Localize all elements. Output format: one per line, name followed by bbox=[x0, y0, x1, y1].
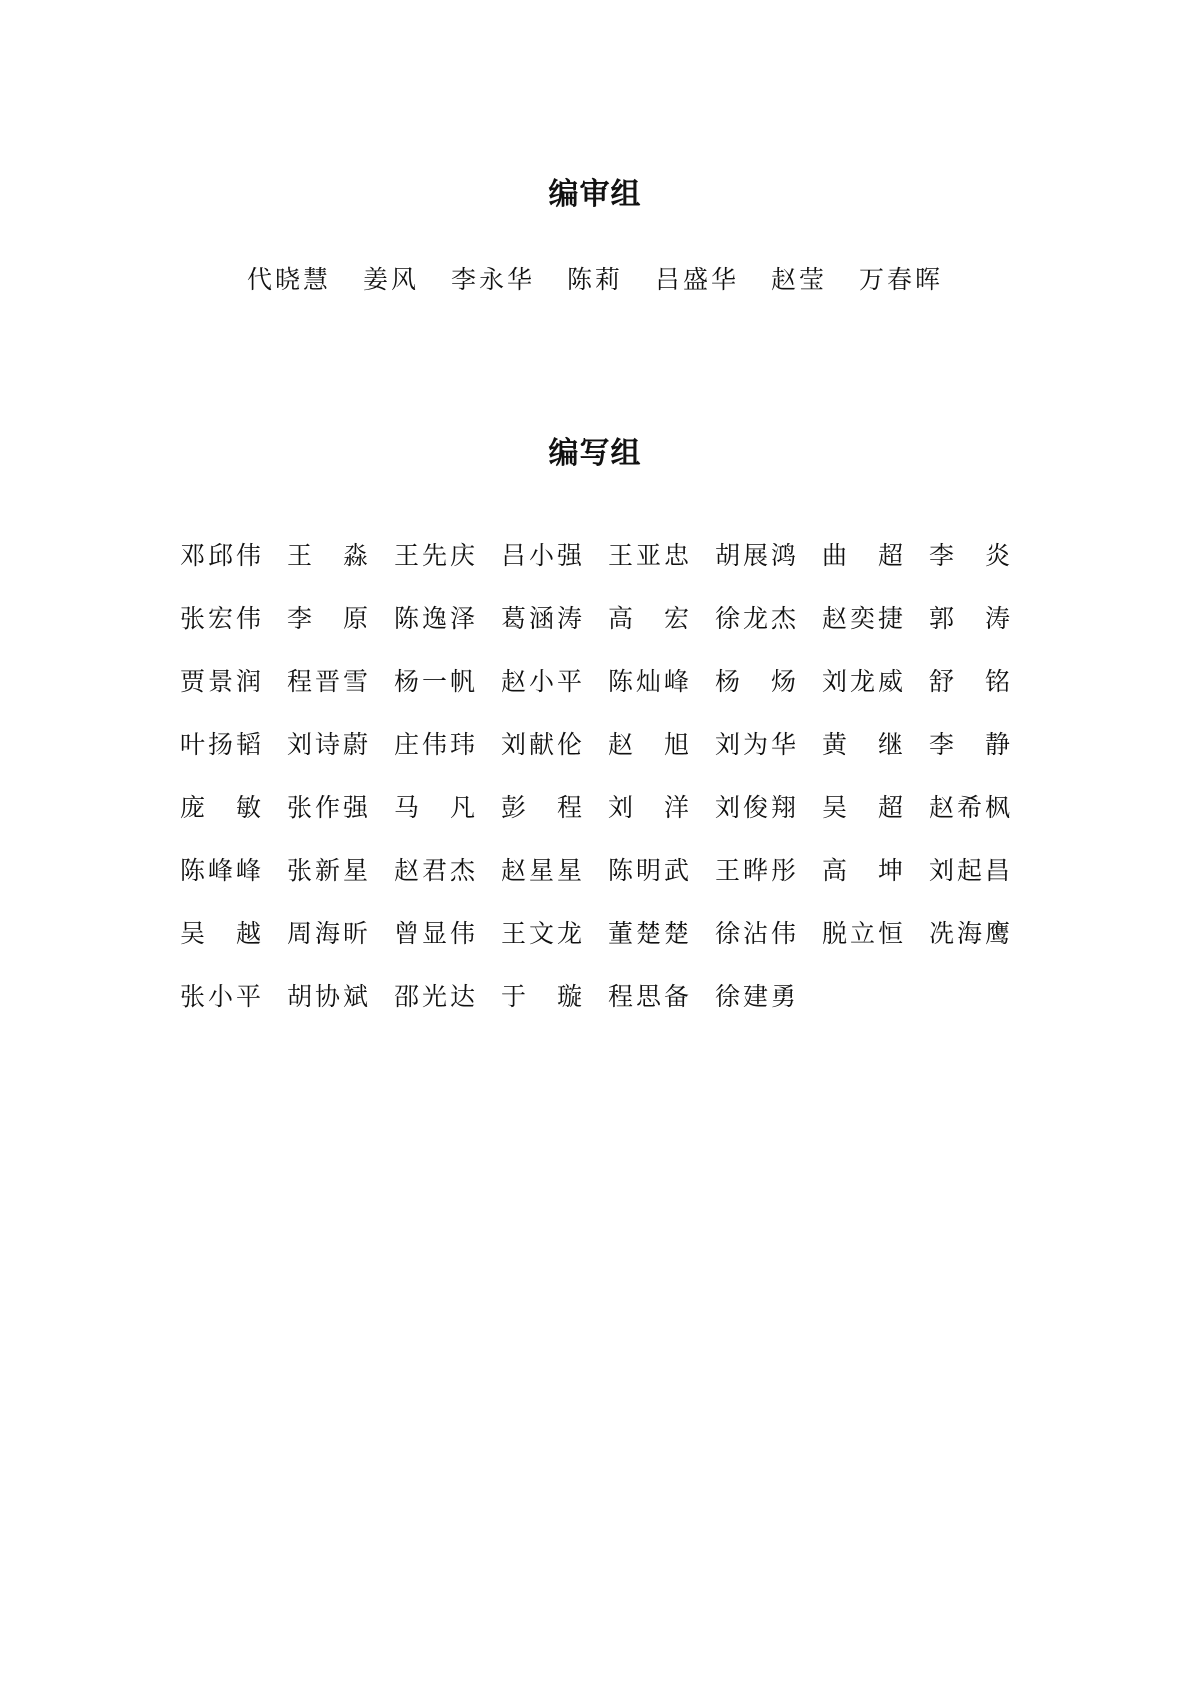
writer-member-name: 董 楚 楚 bbox=[608, 919, 689, 948]
writer-member-name: 邓 邱 伟 bbox=[180, 541, 261, 570]
writer-member-name: 脱 立 恒 bbox=[822, 919, 903, 948]
review-group-members bbox=[0, 262, 1190, 298]
writer-member-name: 胡 展 鸿 bbox=[715, 541, 796, 570]
writer-member-name: 赵 希 枫 bbox=[929, 793, 1010, 822]
writer-member-name: 曾 显 伟 bbox=[394, 919, 475, 948]
writer-member-name: 马 凡 bbox=[394, 793, 475, 822]
writer-member-name: 王 淼 bbox=[287, 541, 368, 570]
review-member-name: 吕盛华 bbox=[655, 265, 740, 294]
writer-member-name: 彭 程 bbox=[501, 793, 582, 822]
writer-member-name: 冼 海 鹰 bbox=[929, 919, 1010, 948]
writer-member-name: 李 静 bbox=[929, 730, 1010, 759]
writer-member-name: 张 宏 伟 bbox=[180, 604, 261, 633]
writer-member-name: 赵 小 平 bbox=[501, 667, 582, 696]
writer-member-name: 邵 光 达 bbox=[394, 982, 475, 1011]
review-member-name: 姜风 bbox=[362, 265, 419, 294]
review-group-title: 编审组 bbox=[548, 177, 642, 212]
writer-member-name: 曲 超 bbox=[822, 541, 903, 570]
writer-member-name: 程 思 备 bbox=[608, 982, 689, 1011]
writer-member-name: 高 坤 bbox=[822, 856, 903, 885]
writer-member-name: 叶 扬 韬 bbox=[180, 730, 261, 759]
writer-member-name: 刘 为 华 bbox=[715, 730, 796, 759]
writer-member-name: 刘 洋 bbox=[608, 793, 689, 822]
writer-member-name: 张 作 强 bbox=[287, 793, 368, 822]
writer-member-name: 赵 星 星 bbox=[501, 856, 582, 885]
review-member-name: 李永华 bbox=[450, 265, 535, 294]
writer-member-name: 庞 敏 bbox=[180, 793, 261, 822]
writer-member-name: 周 海 昕 bbox=[287, 919, 368, 948]
writing-group-title: 编写组 bbox=[548, 436, 642, 471]
writer-member-name: 吴 超 bbox=[822, 793, 903, 822]
writer-member-name: 张 新 星 bbox=[287, 856, 368, 885]
writer-member-name: 赵 君 杰 bbox=[394, 856, 475, 885]
writer-member-name: 王 亚 忠 bbox=[608, 541, 689, 570]
writer-member-name: 刘 诗 蔚 bbox=[287, 730, 368, 759]
writer-member-name: 程 晋 雪 bbox=[287, 667, 368, 696]
writer-member-name: 郭 涛 bbox=[929, 604, 1010, 633]
review-member-name: 陈莉 bbox=[566, 265, 623, 294]
writer-member-name: 刘 献 伦 bbox=[501, 730, 582, 759]
writer-member-name: 陈 灿 峰 bbox=[608, 667, 689, 696]
writer-member-name: 赵 旭 bbox=[608, 730, 689, 759]
writer-member-name: 刘 起 昌 bbox=[929, 856, 1010, 885]
writer-member-name: 葛 涵 涛 bbox=[501, 604, 582, 633]
writer-member-name: 刘 俊 翔 bbox=[715, 793, 796, 822]
writer-member-name: 吕 小 强 bbox=[501, 541, 582, 570]
review-member-name: 代晓慧 bbox=[246, 265, 331, 294]
writer-member-name: 陈 逸 泽 bbox=[394, 604, 475, 633]
writer-member-name: 徐 龙 杰 bbox=[715, 604, 796, 633]
writer-member-name: 贾 景 润 bbox=[180, 667, 261, 696]
review-member-name: 万春晖 bbox=[859, 265, 944, 294]
writer-member-name: 王 先 庆 bbox=[394, 541, 475, 570]
writer-member-name: 陈 峰 峰 bbox=[180, 856, 261, 885]
writing-group-members bbox=[180, 538, 1020, 1015]
writer-member-name: 胡 协 斌 bbox=[287, 982, 368, 1011]
writer-member-name: 杨 炀 bbox=[715, 667, 796, 696]
writer-member-name: 李 炎 bbox=[929, 541, 1010, 570]
writer-member-name: 黄 继 bbox=[822, 730, 903, 759]
writer-member-name: 舒 铭 bbox=[929, 667, 1010, 696]
writer-member-name: 徐 沾 伟 bbox=[715, 919, 796, 948]
writer-member-name: 吴 越 bbox=[180, 919, 261, 948]
writer-member-name: 王 文 龙 bbox=[501, 919, 582, 948]
writer-member-name: 刘 龙 威 bbox=[822, 667, 903, 696]
writer-member-name: 高 宏 bbox=[608, 604, 689, 633]
writer-member-name: 王 晔 彤 bbox=[715, 856, 796, 885]
writer-member-name: 杨 一 帆 bbox=[394, 667, 475, 696]
writer-member-name: 于 璇 bbox=[501, 982, 582, 1011]
writer-member-name: 庄 伟 玮 bbox=[394, 730, 475, 759]
writer-member-name: 赵 奕 捷 bbox=[822, 604, 903, 633]
writer-member-name: 李 原 bbox=[287, 604, 368, 633]
review-member-name: 赵莹 bbox=[771, 265, 828, 294]
writer-member-name: 张 小 平 bbox=[180, 982, 261, 1011]
writer-member-name: 陈 明 武 bbox=[608, 856, 689, 885]
writer-member-name: 徐 建 勇 bbox=[715, 982, 796, 1011]
